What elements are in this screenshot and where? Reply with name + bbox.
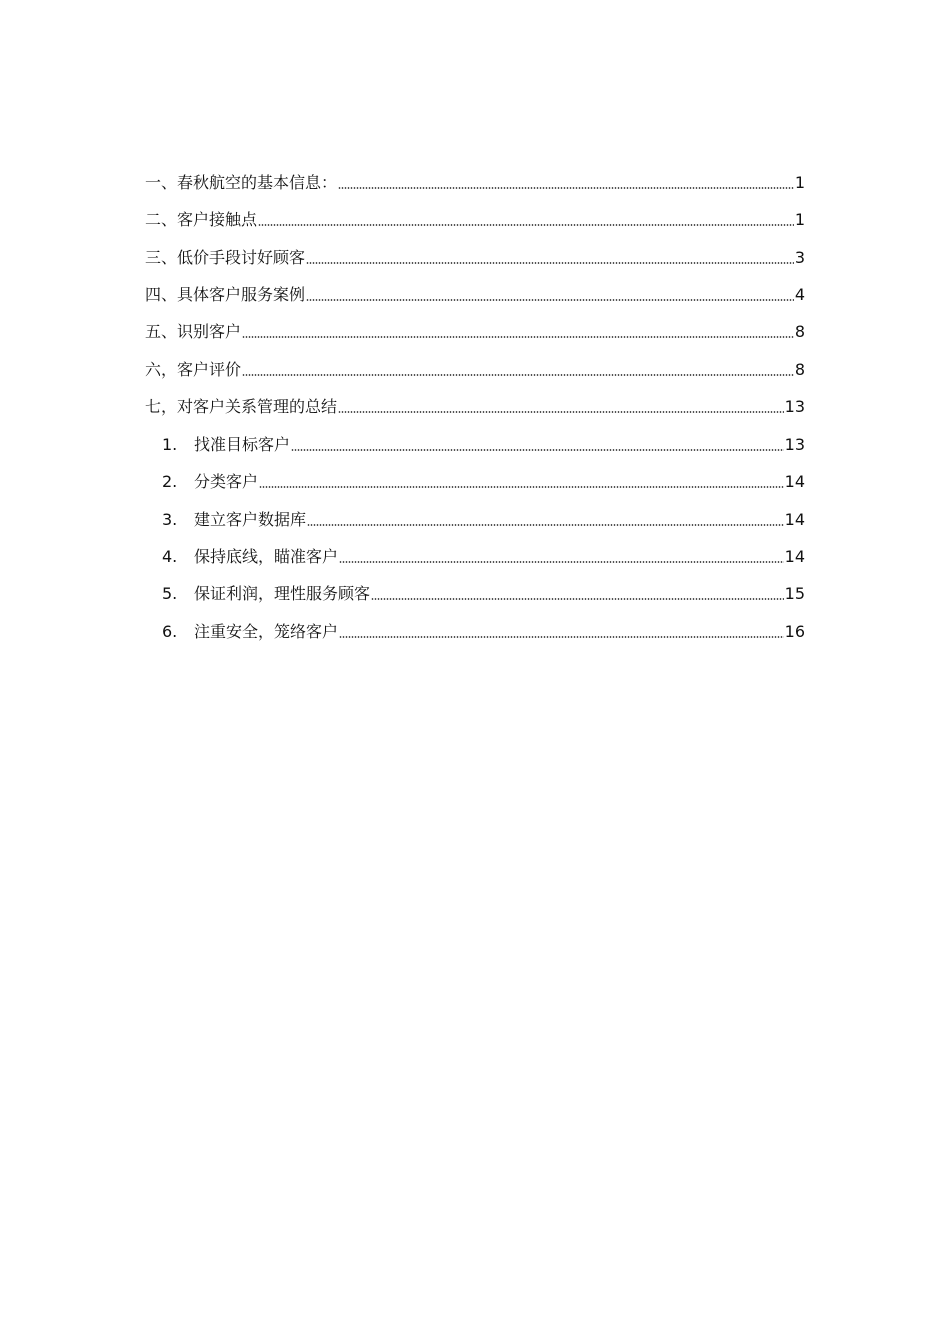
toc-entry-page: 4: [794, 285, 805, 304]
toc-subentry-title: 找准目标客户: [194, 435, 291, 454]
dot-leader: [242, 336, 794, 338]
toc-entry-title: 七，对客户关系管理的总结: [145, 397, 338, 416]
dot-leader: [259, 486, 784, 488]
toc-subentry[interactable]: [162, 543, 805, 567]
toc-subentry-number: 4.: [162, 547, 178, 566]
toc-subentry-title: 建立客户数据库: [194, 510, 307, 529]
toc-subentry-title: 分类客户: [194, 472, 259, 491]
toc-subentry-page: 15: [784, 584, 805, 603]
dot-leader: [338, 411, 784, 413]
toc-entry-page: 13: [784, 397, 805, 416]
toc-entry-page: 1: [794, 210, 805, 229]
dot-leader: [339, 561, 784, 563]
dot-leader: [242, 374, 794, 376]
dot-leader: [338, 187, 794, 189]
toc-subentry-number: 1.: [162, 435, 178, 454]
toc-subentry-number: 6.: [162, 622, 178, 641]
toc-subentry-number: 3.: [162, 510, 178, 529]
toc-subentry-page: 14: [784, 510, 805, 529]
toc-subentry-title: 保证利润，理性服务顾客: [194, 584, 371, 603]
toc-subentry[interactable]: [162, 618, 805, 642]
dot-leader: [306, 262, 794, 264]
toc-entry[interactable]: [145, 169, 805, 193]
dot-leader: [339, 636, 784, 638]
toc-subentry[interactable]: [162, 580, 805, 604]
toc-subentry[interactable]: [162, 431, 805, 455]
toc-entry-title: 四、具体客户服务案例: [145, 285, 306, 304]
toc-entry-page: 1: [794, 173, 805, 192]
dot-leader: [307, 524, 784, 526]
dot-leader: [371, 598, 784, 600]
toc-entry-title: 一、春秋航空的基本信息：: [145, 173, 338, 192]
toc-subentry-page: 16: [784, 622, 805, 641]
toc-subentry-page: 14: [784, 472, 805, 491]
toc-entry[interactable]: [145, 244, 805, 268]
toc-entry-page: 8: [794, 360, 805, 379]
toc-entry[interactable]: [145, 356, 805, 380]
toc-subentry-number: 5.: [162, 584, 178, 603]
toc-entry-title: 三、低价手段讨好顾客: [145, 248, 306, 267]
toc-entry-title: 六，客户评价: [145, 360, 242, 379]
toc-entry[interactable]: [145, 206, 805, 230]
dot-leader: [306, 299, 794, 301]
toc-subentry-title: 保持底线，瞄准客户: [194, 547, 339, 566]
toc-subentry-page: 13: [784, 435, 805, 454]
toc-subentry-number: 2.: [162, 472, 178, 491]
toc-entry-page: 3: [794, 248, 805, 267]
toc-entry[interactable]: [145, 318, 805, 342]
toc-subentry-page: 14: [784, 547, 805, 566]
toc-entry-page: 8: [794, 322, 805, 341]
dot-leader: [291, 449, 784, 451]
toc-subentry-title: 注重安全，笼络客户: [194, 622, 339, 641]
toc-subentry[interactable]: [162, 468, 805, 492]
dot-leader: [258, 224, 794, 226]
toc-subentry[interactable]: [162, 506, 805, 530]
toc-entry[interactable]: [145, 281, 805, 305]
toc-entry-title: 五、识别客户: [145, 322, 242, 341]
toc-entry-title: 二、客户接触点: [145, 210, 258, 229]
toc-entry[interactable]: [145, 393, 805, 417]
